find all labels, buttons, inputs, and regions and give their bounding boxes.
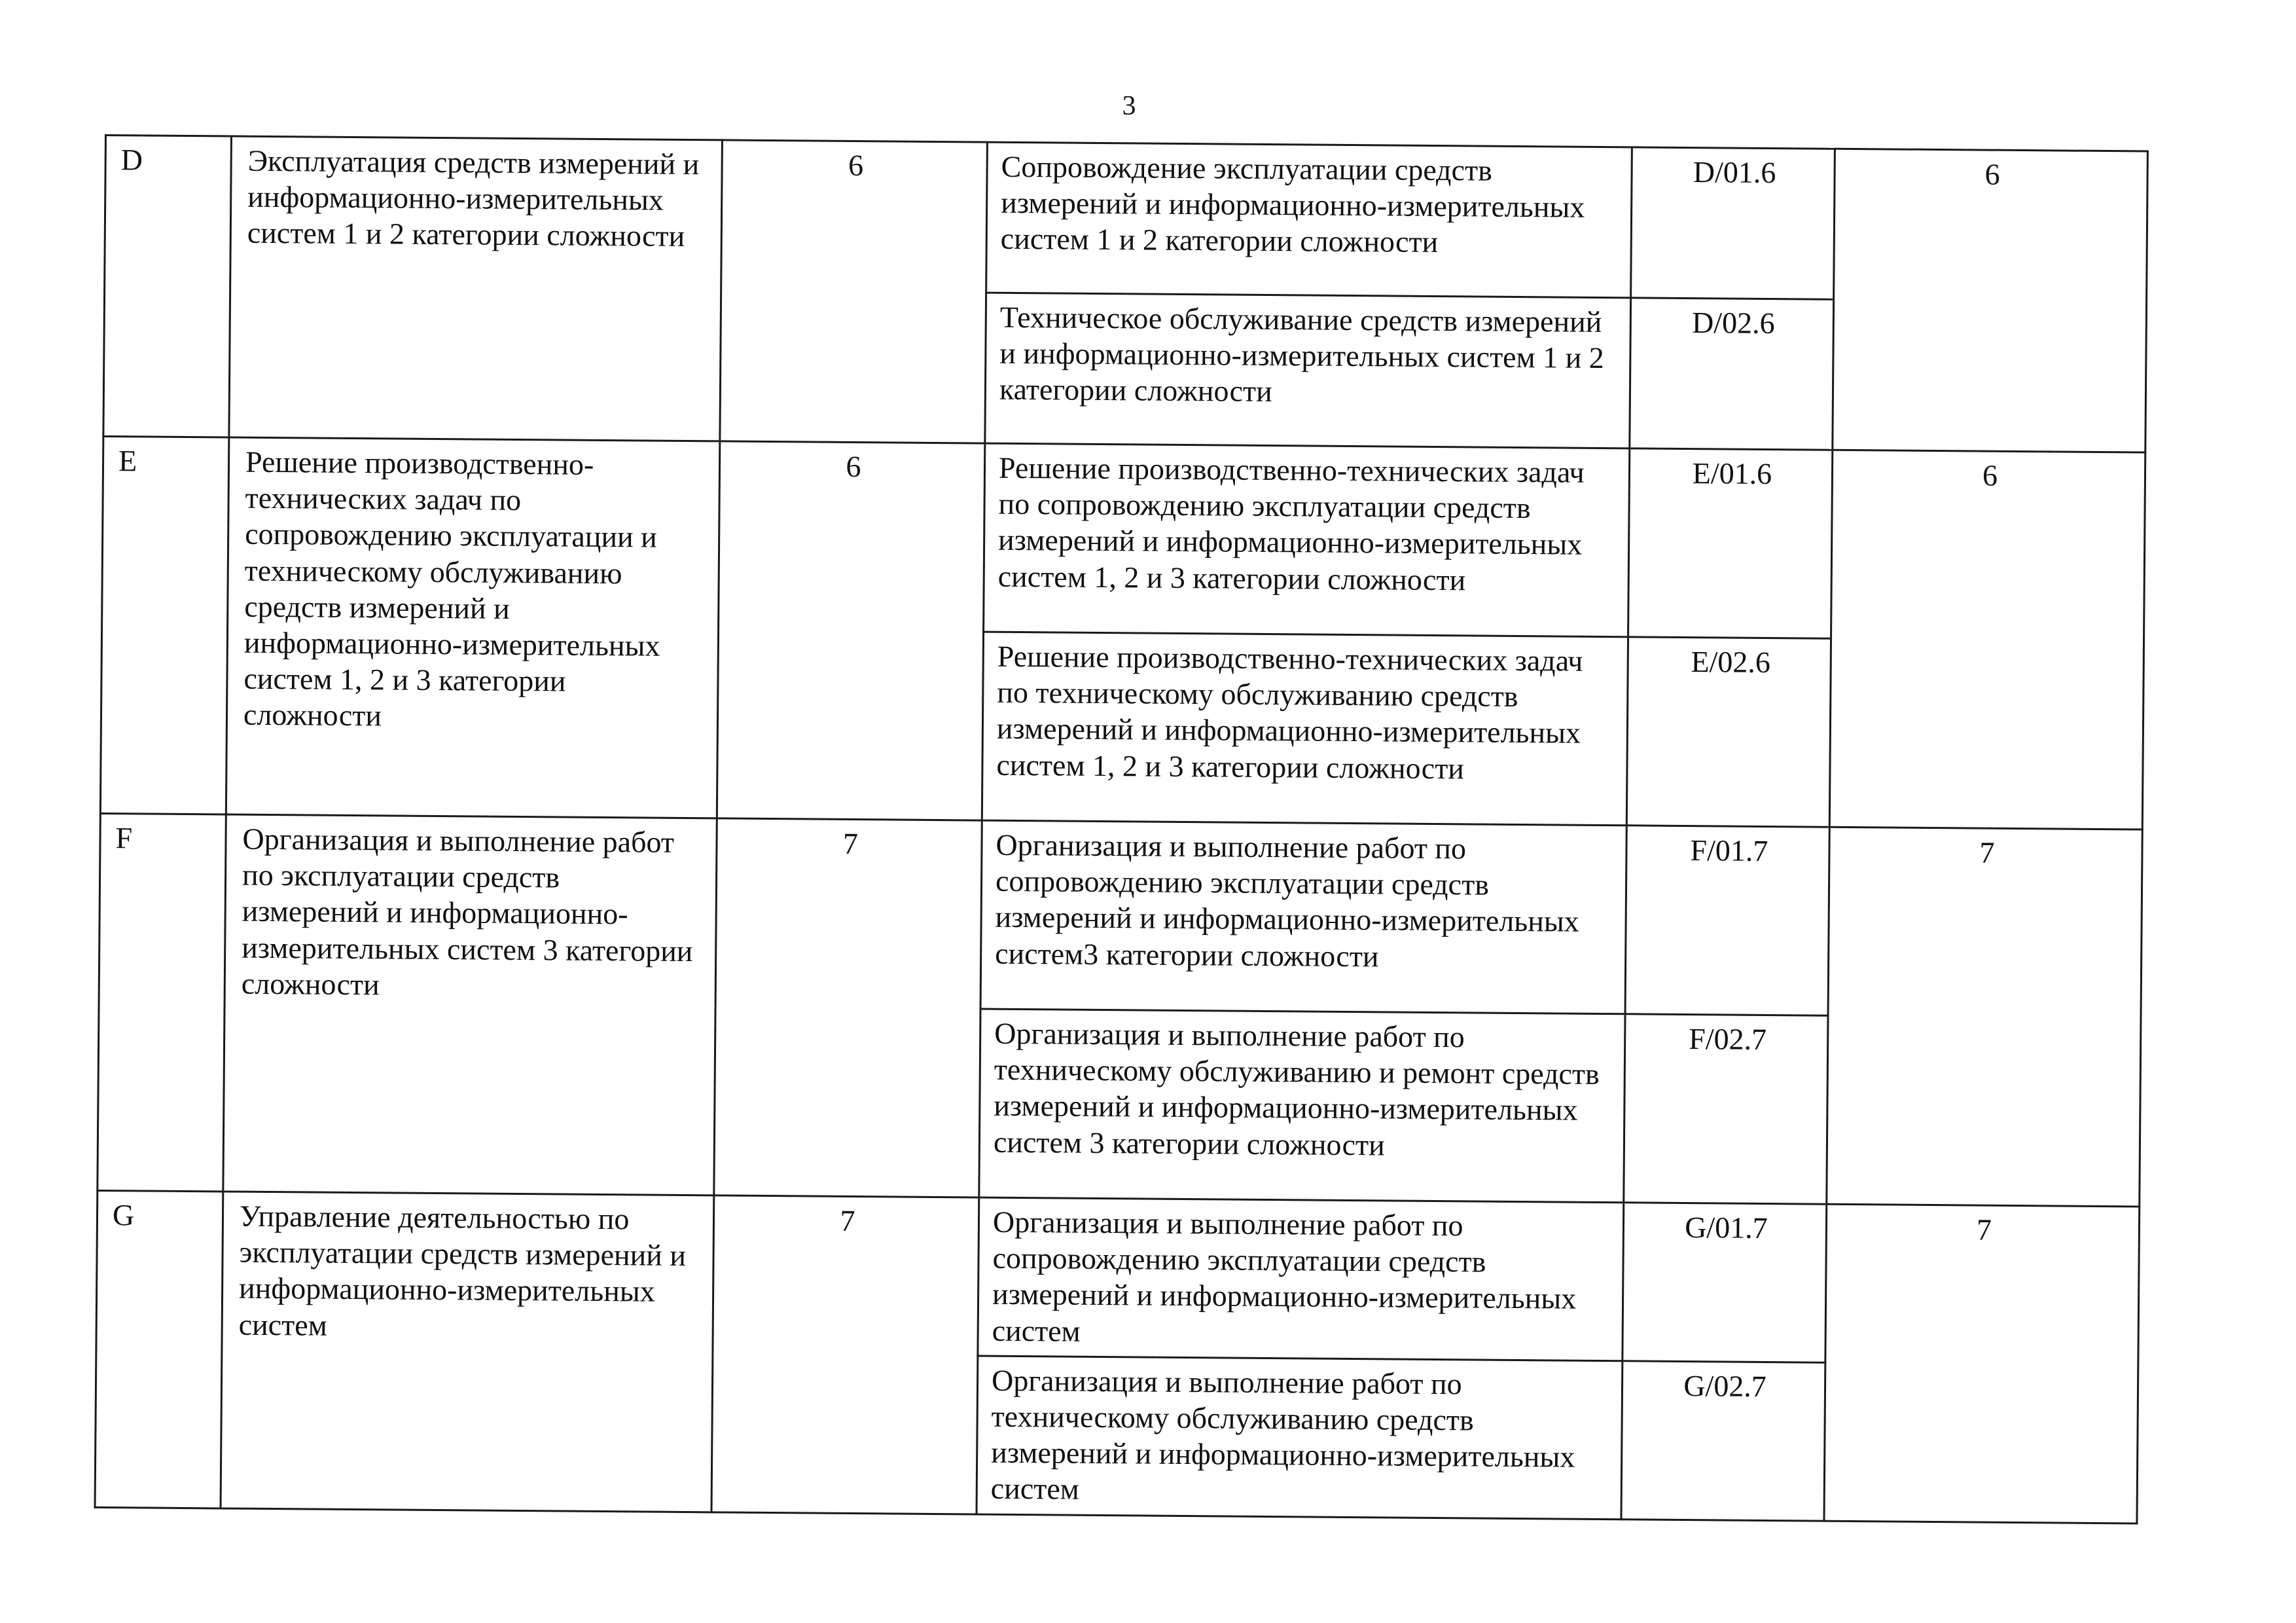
generalized-function-name: Эксплуатация средств измерений и информационно-измерительных систем 1 и 2 категории сложности [229, 136, 723, 441]
sublevel-qualification: 7 [1824, 1204, 2140, 1523]
labor-function-code: E/02.6 [1626, 637, 1831, 827]
labor-function-code: G/02.7 [1621, 1361, 1825, 1521]
labor-function-code: E/01.6 [1628, 448, 1833, 638]
generalized-function-name: Организация и выполнение работ по эксплуатации средств измерений и информационно-измерительных систем 3 категории сложности [223, 814, 717, 1195]
table-row [105, 136, 2148, 302]
labor-function-name: Решение производственно-технических задач по сопровождению эксплуатации средств измерений и информационно-измерительных систем 1, 2 и 3 категории сложности [984, 443, 1630, 637]
labor-function-name: Организация и выполнение работ по техническому обслуживанию и ремонт средств измерений и информационно-измерительных систем 3 категории сложности [979, 1009, 1625, 1203]
generalized-function-code: D [103, 136, 232, 437]
labor-function-name: Сопровождение эксплуатации средств измерений и информационно-измерительных систем 1 и 2 категории сложности [986, 142, 1632, 298]
table-row [102, 436, 2145, 640]
labor-function-code: F/02.7 [1624, 1014, 1828, 1204]
qualification-level: 7 [711, 1195, 979, 1514]
table-row [96, 1190, 2140, 1364]
qualification-level: 7 [714, 818, 982, 1197]
labor-function-code: D/01.6 [1631, 147, 1835, 299]
labor-function-code: F/01.7 [1625, 826, 1829, 1015]
generalized-function-name: Управление деятельностью по эксплуатации средств измерений и информационно-измерительных систем [221, 1192, 714, 1512]
labor-function-name: Организация и выполнение работ по сопровождению эксплуатации средств измерений и информационно-измерительных систем [978, 1197, 1624, 1360]
labor-function-name: Организация и выполнение работ по сопровождению эксплуатации средств измерений и информационно-измерительных систем3 категории сложности [980, 820, 1626, 1014]
sublevel-qualification: 7 [1827, 827, 2143, 1207]
labor-function-name: Решение производственно-технических задач по техническому обслуживанию средств измерений и информационно-измерительных систем 1, 2 и 3 категории сложности [982, 632, 1628, 826]
page-number: 3 [1122, 91, 1136, 121]
table-row [99, 813, 2142, 1017]
sublevel-qualification: 6 [1833, 149, 2148, 452]
functions-table [94, 134, 2149, 1524]
qualification-level: 6 [720, 140, 988, 443]
labor-function-code: D/02.6 [1630, 298, 1834, 450]
qualification-level: 6 [717, 441, 985, 820]
generalized-function-name: Решение производственно-технических задач по сопровождению эксплуатации и техническому обслуживанию средств измерений и информационно-измерительных систем 1, 2 и 3 категории сложности [226, 437, 720, 818]
labor-function-code: G/01.7 [1623, 1203, 1827, 1362]
labor-function-name: Организация и выполнение работ по техническому обслуживанию средств измерений и информационно-измерительных систем [977, 1356, 1623, 1519]
generalized-function-code: E [100, 436, 229, 814]
labor-function-name: Техническое обслуживание средств измерений и информационно-измерительных систем 1 и 2 категории сложности [985, 293, 1631, 448]
generalized-function-code: G [95, 1190, 223, 1508]
generalized-function-code: F [98, 813, 226, 1191]
sublevel-qualification: 6 [1829, 450, 2145, 830]
